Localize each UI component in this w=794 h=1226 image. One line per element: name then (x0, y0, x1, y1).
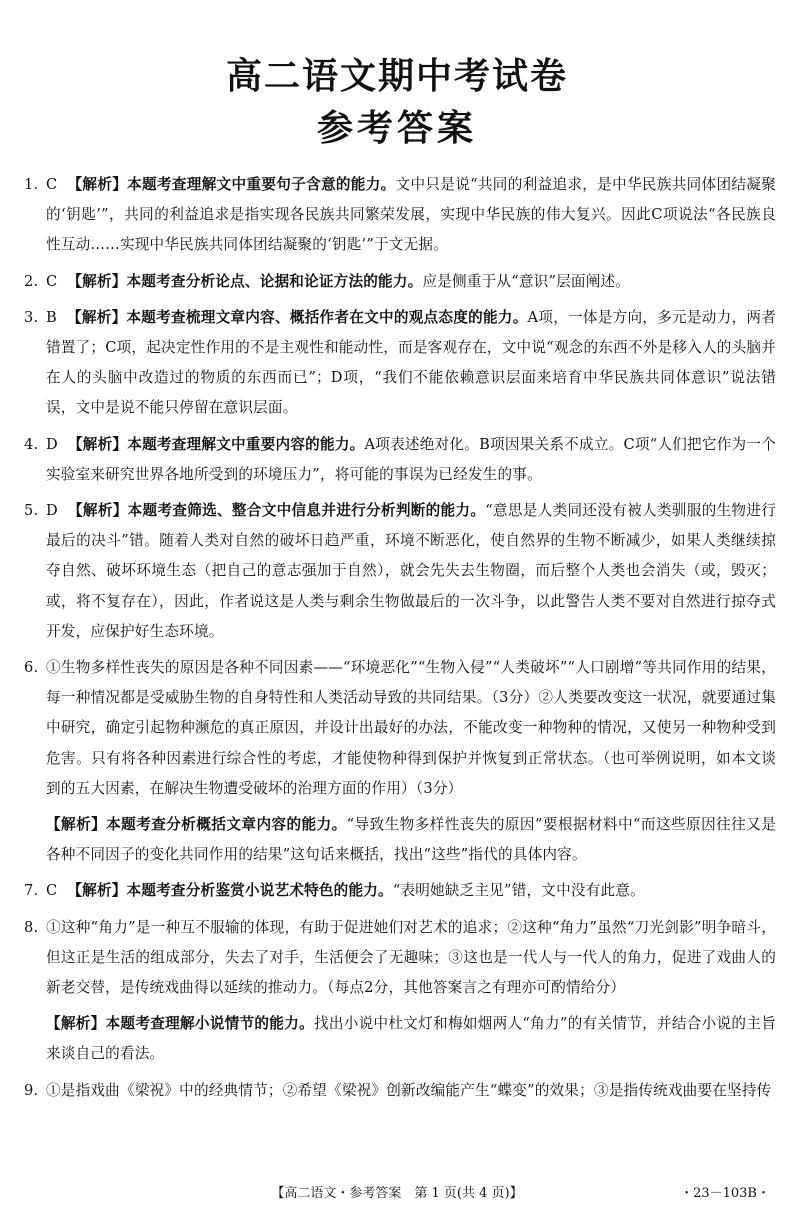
item-answer: B (46, 308, 57, 326)
item-answer: C (46, 272, 58, 290)
item-text: A项表述绝对化。B项因果关系不成立。C项“人们把它作为一个实验室来研究世界各地所受到的环境压力”，将可能的事误为已经发生的事。 (46, 435, 776, 483)
answer-item-8-analysis (24, 1009, 776, 1069)
item-number: 3. (24, 308, 39, 326)
item-analysis-label: 【解析】本题考查理解文中重要句子含意的能力。 (67, 176, 396, 193)
item-analysis-label: 【解析】本题考查分析概括文章内容的能力。 (46, 816, 347, 834)
answer-item-1 (24, 170, 776, 261)
item-text: 找出小说中杜文灯和梅如烟两人“角力”的有关情节，并结合小说的主旨来谈自己的看法。 (46, 1015, 776, 1063)
item-number: 4. (24, 435, 39, 453)
item-analysis-label: 【解析】本题考查分析论点、论据和论证方法的能力。 (67, 272, 423, 290)
item-answer: D (46, 502, 58, 520)
item-text: ①是指戏曲《梁祝》中的经典情节；②希望《梁祝》创新改编能产生“蝶变”的效果；③是指传统戏曲要在坚持传 (46, 1081, 772, 1099)
item-text: “意思是人类同还没有被人类驯服的生物进行最后的决斗”错。随着人类对自然的破坏日趋严重，环境不断恶化，使自然界的生物不断减少，如果人类继续掠夺自然、破坏环境生态（把自己的意志强加于自然），就会先失去生物圈，而后整个人类也会消失（或，毁灭；或，将不复存在），因此，作者说这是人类与剩余生物做最后的一次斗争，以此警告人类不要对自然进行掠夺式开发，应保护好生态环境。 (46, 502, 777, 640)
item-text: ①生物多样性丧失的原因是各种不同因素——“环境恶化”“生物入侵”“人类破坏”“人口剧增”等共同作用的结果，每一种情况都是受威胁生物的自身特性和人类活动导致的共同结果。（3分）②人类要改变这一状况，就要通过集中研究，确定引起物种濒危的真正原因，并设计出最好的办法，不能改变一种物种的情况，又使另一种物种受到危害。只有将各种因素进行综合性的考虑，才能使物种得到保护并恢复到正常状态。（也可举例说明，如本文谈到的五大因素，在解决生物遭受破坏的治理方面的作用）（3分） (46, 659, 776, 797)
item-answer: C (46, 176, 58, 193)
item-number: 6. (24, 659, 39, 677)
item-text: A项，一体是方向，多元是动力，两者错置了；C项，起决定性作用的不是主观性和能动性，而是客观存在，文中说“观念的东西不外是移入人的头脑并在人的头脑中改造过的物质的东西而已”；D项，“我们不能依赖意识层面来培育中华民族共同体意识”说法错误，文中是说不能只停留在意识层面。 (46, 308, 776, 417)
item-text: 应是侧重于从“意识”层面阐述。 (422, 272, 631, 290)
answer-list (24, 170, 776, 1112)
item-text: “表明她缺乏主见”错，文中没有此意。 (392, 882, 645, 900)
item-number: 9. (24, 1081, 39, 1099)
footer-page-info: 【高二语文・参考答案 第 1 页(共 4 页)】 (271, 1186, 523, 1201)
answer-item-6 (24, 653, 776, 804)
item-number: 1. (24, 176, 39, 193)
item-answer: D (46, 435, 58, 453)
item-number: 2. (24, 272, 39, 290)
answer-item-2 (24, 267, 776, 297)
item-text: ①这种“角力”是一种互不服输的体现，有助于促进她们对艺术的追求；②这种“角力”虽然“刀光剑影”明争暗斗，但这正是生活的组成部分，失去了对手，生活便会了无趣味；③这也是一代人与一代人的角力，促进了戏曲人的新老交替，是传统戏曲得以延续的推动力。（每点2分，其他答案言之有理亦可酌情给分） (46, 918, 776, 997)
item-analysis-label: 【解析】本题考查理解小说情节的能力。 (46, 1015, 314, 1033)
answer-item-6-analysis (24, 810, 776, 870)
answer-item-8 (24, 913, 776, 1004)
item-analysis-label: 【解析】本题考查理解文中重要内容的能力。 (67, 435, 365, 453)
answer-item-5 (24, 496, 776, 647)
footer-exam-code: ・23－103B・ (680, 1186, 770, 1201)
answer-item-4 (24, 430, 776, 490)
item-analysis-label: 【解析】本题考查筛选、整合文中信息并进行分析判断的能力。 (67, 502, 486, 520)
item-text: 文中只是说“共同的利益追求，是中华民族共同体团结凝聚的‘钥匙’”，共同的利益追求是指实现各民族共同繁荣发展，实现中华民族的伟大复兴。因此C项说法“各民族良性互动……实现中华民族共同体团结凝聚的‘钥匙’”于文无据。 (46, 176, 776, 254)
item-analysis-label: 【解析】本题考查梳理文章内容、概括作者在文中的观点态度的能力。 (66, 308, 528, 326)
item-number: 7. (24, 882, 39, 900)
item-analysis-label: 【解析】本题考查分析鉴赏小说艺术特色的能力。 (67, 882, 393, 900)
item-text: “导致生物多样性丧失的原因”要根据材料中“而这些原因往往又是各种不同因子的变化共同作用的结果”这句话来概括，找出“这些”指代的具体内容。 (46, 816, 776, 864)
item-number: 8. (24, 918, 39, 936)
answer-item-9 (24, 1076, 776, 1106)
answer-item-3 (24, 303, 776, 424)
answer-item-7 (24, 876, 776, 906)
page-footer (0, 1182, 794, 1206)
item-answer: C (46, 882, 58, 900)
page-subtitle: 参考答案 (316, 107, 477, 149)
page-title: 高二语文期中考试卷 (225, 55, 568, 97)
item-number: 5. (24, 502, 39, 520)
